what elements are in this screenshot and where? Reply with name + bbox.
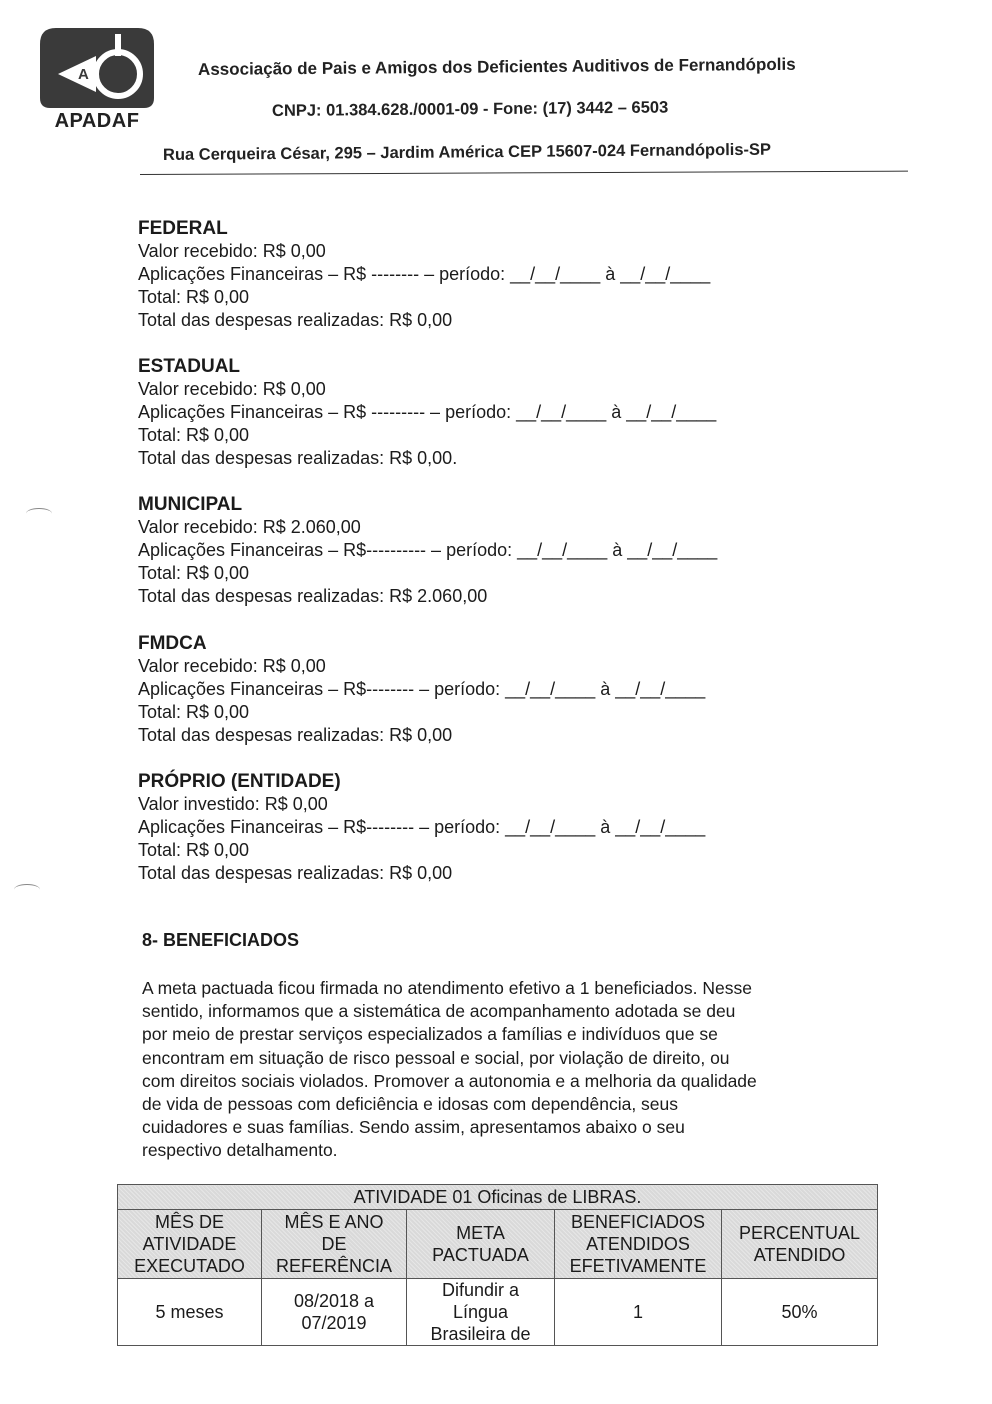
total-expenses: Total das despesas realizadas: R$ 0,00	[138, 725, 453, 745]
header-text: ATIVIDADE	[142, 1234, 237, 1254]
header-text: BENEFICIADOS	[570, 1212, 706, 1232]
financial-applications: Aplicações Financeiras – R$ --------- – período: __/__/____ à __/__/____	[138, 402, 717, 422]
header-text: PACTUADA	[432, 1245, 529, 1265]
logo-wordmark: APADAF	[54, 110, 140, 132]
svg-text:A: A	[78, 66, 89, 83]
column-header-percentage	[722, 1210, 878, 1279]
section-title: ESTADUAL	[138, 356, 241, 377]
total-expenses: Total das despesas realizadas: R$ 0,00.	[138, 448, 458, 468]
section-federal	[138, 217, 898, 332]
cell-text: 50%	[781, 1302, 818, 1322]
section-municipal	[138, 493, 898, 608]
scan-artifact	[26, 508, 52, 519]
beneficiados-heading: 8- BENEFICIADOS	[142, 930, 300, 950]
header-text: DE	[321, 1234, 347, 1254]
cell-text: Brasileira de	[430, 1324, 531, 1344]
beneficiados-paragraph	[142, 977, 862, 1163]
cell-text: Difundir a	[441, 1280, 520, 1300]
header-text: EXECUTADO	[134, 1256, 245, 1276]
cell-text: 5 meses	[155, 1302, 224, 1322]
financial-applications: Aplicações Financeiras – R$ -------- – período: __/__/____ à __/__/____	[138, 264, 711, 284]
activity-table	[117, 1184, 878, 1346]
received-value: Valor recebido: R$ 0,00	[138, 379, 326, 399]
column-header-goal	[407, 1210, 555, 1279]
header-text: MÊS DE	[154, 1212, 224, 1232]
table-title: ATIVIDADE 01 Oficinas de LIBRAS.	[118, 1185, 878, 1210]
cell-goal	[407, 1279, 555, 1346]
paragraph-line: A meta pactuada ficou firmada no atendimento efetivo a 1 beneficiados. Nesse	[142, 978, 752, 998]
header-text: ATENDIDO	[753, 1245, 846, 1265]
paragraph-line: respectivo detalhamento.	[142, 1140, 338, 1161]
header-text: META	[456, 1223, 505, 1243]
section-estadual	[138, 355, 898, 470]
organization-name: Associação de Pais e Amigos dos Deficientes Auditivos de Fernandópolis	[197, 54, 796, 79]
section-proprio	[138, 770, 898, 885]
paragraph-line: com direitos sociais violados. Promover a autonomia e a melhoria da qualidade	[142, 1070, 757, 1091]
section-title: FEDERAL	[138, 218, 228, 239]
total-value: Total: R$ 0,00	[138, 287, 250, 307]
section-title: MUNICIPAL	[138, 494, 243, 515]
paragraph-line: sentido, informamos que a sistemática de acompanhamento adotada se deu	[142, 1001, 736, 1022]
organization-cnpj-phone: CNPJ: 01.384.628./0001-09 - Fone: (17) 3442 – 6503	[271, 98, 669, 120]
total-value: Total: R$ 0,00	[138, 840, 250, 860]
header-text: ATENDIDOS	[586, 1234, 690, 1254]
total-expenses: Total das despesas realizadas: R$ 0,00	[138, 863, 453, 883]
financial-applications: Aplicações Financeiras – R$---------- – período: __/__/____ à __/__/____	[138, 540, 718, 560]
received-value: Valor recebido: R$ 2.060,00	[138, 517, 361, 537]
column-header-beneficiaries	[555, 1210, 722, 1279]
header-text: REFERÊNCIA	[275, 1256, 392, 1276]
total-value: Total: R$ 0,00	[138, 563, 250, 583]
total-expenses: Total das despesas realizadas: R$ 2.060,00	[138, 586, 488, 606]
scan-artifact	[14, 884, 40, 895]
paragraph-line: de vida de pessoas com deficiência e idosas com dependência, seus	[142, 1094, 679, 1115]
header-text: PERCENTUAL	[739, 1223, 861, 1243]
cell-beneficiaries	[555, 1279, 722, 1346]
financial-applications: Aplicações Financeiras – R$-------- – período: __/__/____ à __/__/____	[138, 817, 706, 837]
cell-text: 07/2019	[301, 1313, 367, 1333]
cell-text: 08/2018 a	[293, 1291, 375, 1311]
received-value: Valor recebido: R$ 0,00	[138, 656, 326, 676]
table-row	[118, 1279, 878, 1346]
header-divider	[140, 171, 908, 175]
total-expenses: Total das despesas realizadas: R$ 0,00	[138, 310, 453, 330]
column-header-month-executed	[118, 1210, 262, 1279]
section-title: FMDCA	[138, 633, 207, 654]
cell-months-executed	[118, 1279, 262, 1346]
paragraph-line: por meio de prestar serviços especializados a famílias e indivíduos que se	[142, 1024, 718, 1045]
column-header-reference-month	[262, 1210, 407, 1279]
invested-value: Valor investido: R$ 0,00	[138, 794, 328, 814]
header-text: EFETIVAMENTE	[569, 1256, 707, 1276]
total-value: Total: R$ 0,00	[138, 702, 250, 722]
organization-address: Rua Cerqueira César, 295 – Jardim América CEP 15607-024 Fernandópolis-SP	[162, 140, 772, 164]
financial-applications: Aplicações Financeiras – R$-------- – período: __/__/____ à __/__/____	[138, 679, 706, 699]
cell-reference-period	[262, 1279, 407, 1346]
total-value: Total: R$ 0,00	[138, 425, 250, 445]
header-text: MÊS E ANO	[284, 1212, 384, 1232]
paragraph-line: encontram em situação de risco pessoal e social, por violação de direito, ou	[142, 1047, 730, 1068]
cell-text: 1	[632, 1302, 643, 1322]
received-value: Valor recebido: R$ 0,00	[138, 241, 326, 261]
cell-percentage	[722, 1279, 878, 1346]
section-title: PRÓPRIO (ENTIDADE)	[138, 771, 341, 792]
paragraph-line: cuidadores e suas famílias. Sendo assim, apresentamos abaixo o seu	[142, 1117, 685, 1138]
cell-text: Língua	[452, 1302, 509, 1322]
section-fmdca	[138, 632, 898, 747]
